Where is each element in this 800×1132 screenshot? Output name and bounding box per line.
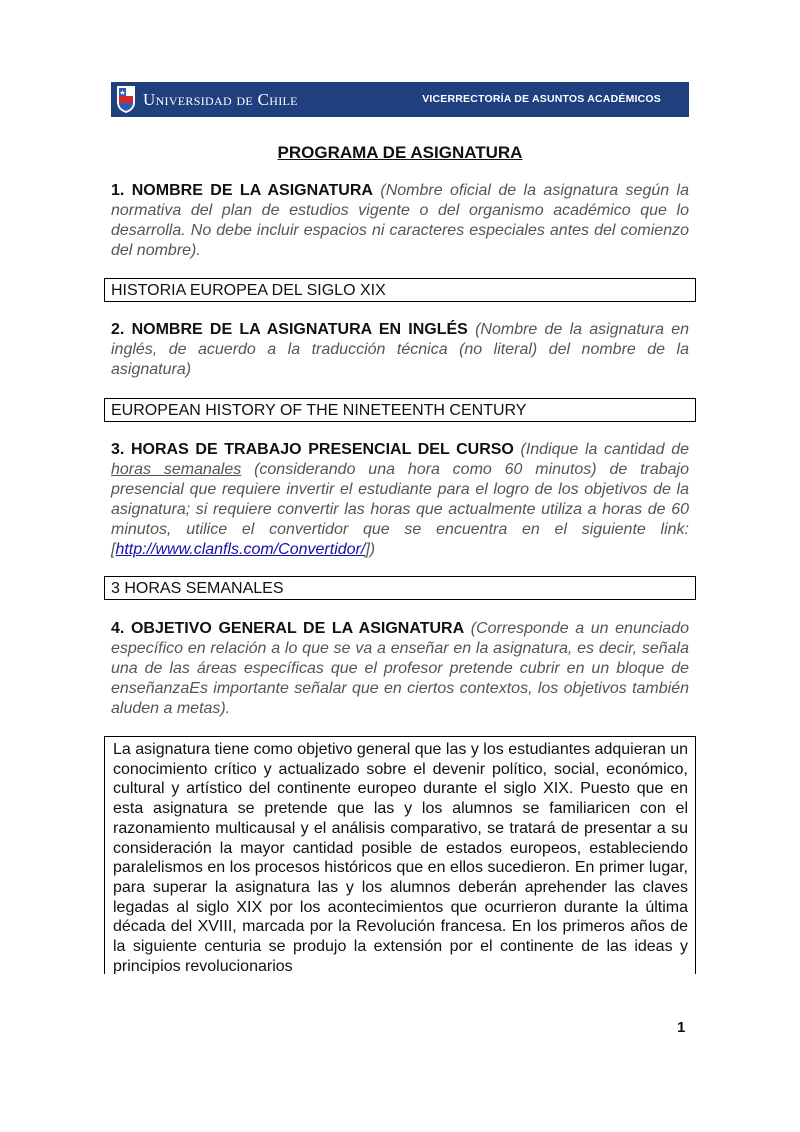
section-3-note-part-a: (Indique la cantidad de [520,441,689,458]
section-1-heading: 1. NOMBRE DE LA ASIGNATURA [111,182,373,199]
document-title: PROGRAMA DE ASIGNATURA [277,143,523,162]
page-number: 1 [677,1019,686,1036]
section-3-note-part-b: (considerando una hora como 60 minutos) de trabajo presencial que requiere invertir el estudiante para el logro de los objetivos de la asignatura; si requiere convertir las horas que actualmente utiliza a horas de 60 minutos, utilice el convertidor que se encuentra en el siguiente link: [ [111,461,690,558]
section-1-description [111,181,689,261]
section-3-note-underlined: horas semanales [111,461,242,478]
university-crest-icon [115,84,137,114]
section-4-heading: 4. OBJETIVO GENERAL DE LA ASIGNATURA [111,620,465,637]
section-2-answer-box [104,398,696,422]
section-4-description [111,619,689,719]
section-3-answer-box [104,576,696,600]
section-1-answer-box [104,278,696,302]
section-4-note: (Corresponde a un enunciado específico en relación a lo que se va a enseñar en la asignatura, es decir, señala una de las áreas específicas que el profesor pretende cubrir en un bloque de enseñanzaEs importante señalar que en ciertos contextos, los objetivos también aluden a metas). [111,620,689,717]
vicerrectoria-name: VICERRECTORÍA DE ASUNTOS ACADÉMICOS [422,93,661,105]
section-2-note: (Nombre de la asignatura en inglés, de acuerdo a la traducción técnica (no literal) del nombre de la asignatura) [111,321,689,378]
section-1-answer: HISTORIA EUROPEA DEL SIGLO XIX [111,282,386,299]
section-3-note-part-c: ]) [365,541,376,558]
section-2-heading: 2. NOMBRE DE LA ASIGNATURA EN INGLÉS [111,321,468,338]
section-1-note: (Nombre oficial de la asignatura según la normativa del plan de estudios vigente o del organismo académico que lo desarrolla. No debe incluir espacios ni caracteres especiales antes del comienzo del nombre). [111,182,690,259]
section-2-description [111,320,689,380]
section-2-answer: EUROPEAN HISTORY OF THE NINETEENTH CENTURY [111,402,527,419]
section-3-description [111,440,689,560]
section-3-heading: 3. HORAS DE TRABAJO PRESENCIAL DEL CURSO [111,441,514,458]
section-4-answer-box [104,736,696,974]
section-4-answer: La asignatura tiene como objetivo general que las y los estudiantes adquieran un conocimiento crítico y actualizado sobre el devenir político, social, económico, cultural y artístico del continente europeo durante el siglo XIX. Puesto que en esta asignatura se pretende que las y los alumnos se familiaricen con el razonamiento multicausal y el análisis comparativo, se tratará de presentar a su consideración la mayor cantidad posible de estados europeos, estableciendo paralelismos en los procesos históricos que en ellos sucedieron. En primer lugar, para superar la asignatura las y los alumnos deberán aprehender las claves legadas al siglo XIX por los acontecimientos que ocurrieron durante la última década del XVIII, marcada por la Revolución francesa. En los primeros años de la siguiente centuria se produjo la extensión por el continente de las ideas y principios revolucionarios [113,741,688,974]
university-name: Universidad de Chile [143,90,298,109]
section-3-note [111,441,689,558]
section-3-answer: 3 HORAS SEMANALES [111,580,284,597]
header-banner [111,82,689,117]
converter-link[interactable]: http://www.clanfls.com/Convertidor/ [115,541,366,558]
